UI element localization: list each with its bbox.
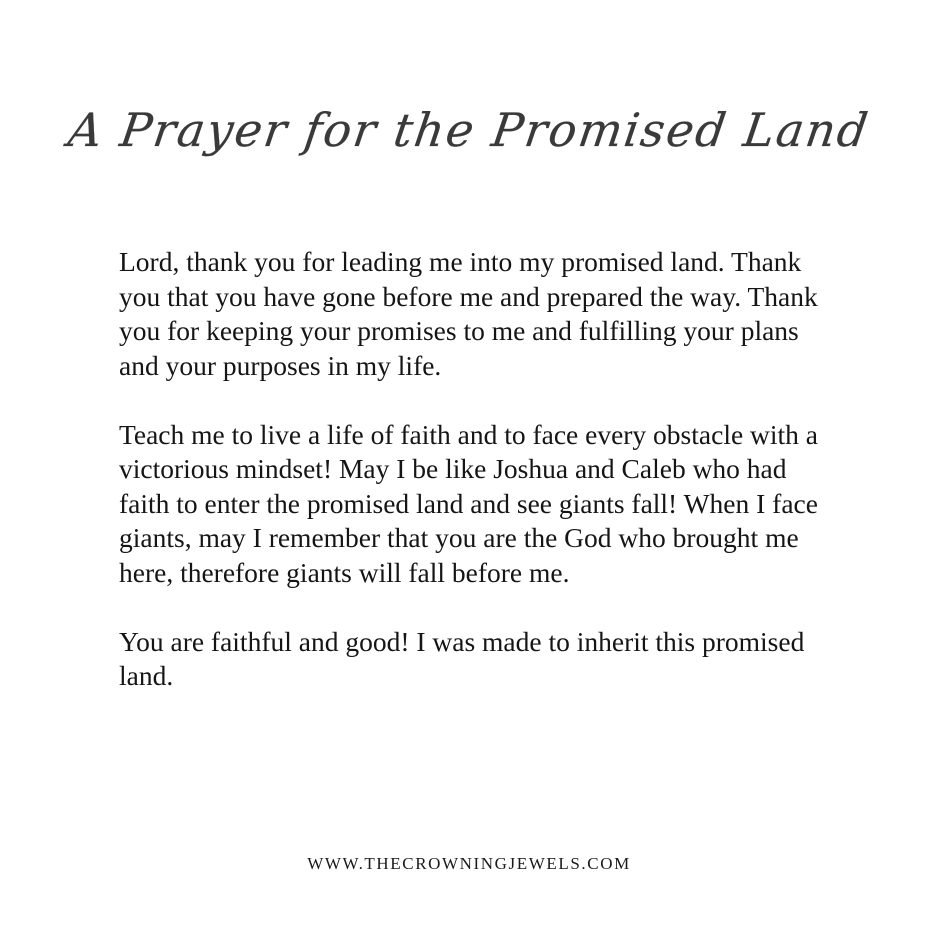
prayer-paragraph-2: Teach me to live a life of faith and to face every obstacle with a victorious mindset! May I be like Joshua and Caleb who had faith to enter the promised land and see giants fall! When I face giants, may I remember that you are the God who brought me here, therefore giants will fall before me. bbox=[119, 418, 819, 588]
prayer-body bbox=[119, 245, 839, 694]
website-footer: WWW.THECROWNINGJEWELS.COM bbox=[307, 854, 631, 873]
prayer-paragraph-3: You are faithful and good! I was made to inherit this promised land. bbox=[119, 625, 805, 691]
prayer-paragraph-1: Lord, thank you for leading me into my promised land. Thank you that you have gone before me and prepared the way. Thank you for keeping your promises to me and fulfilling your plans and your purposes in my life. bbox=[119, 246, 818, 381]
prayer-title: A Prayer for the Promised Land bbox=[65, 102, 873, 157]
